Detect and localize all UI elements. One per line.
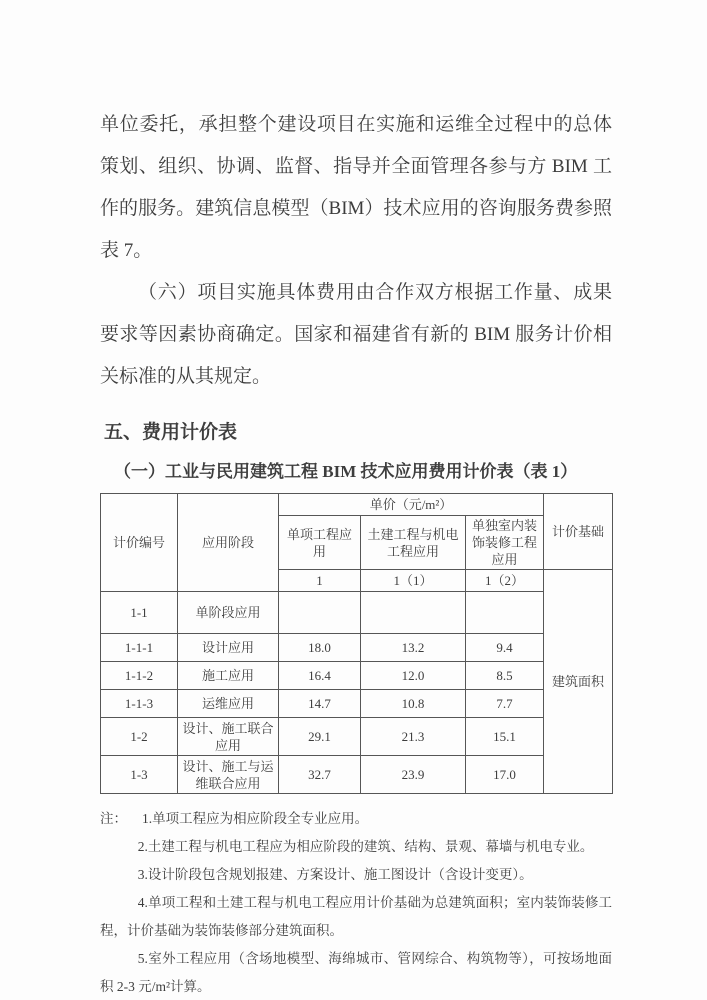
- pricing-basis-value: 建筑面积: [544, 570, 613, 794]
- note-line: 2.土建工程与机电工程应为相应阶段的建筑、结构、景观、幕墙与机电专业。: [137, 839, 594, 854]
- cell-price: 8.5: [466, 662, 544, 690]
- cell-price: [466, 592, 544, 634]
- cell-stage: 运维应用: [178, 690, 279, 718]
- note-line: 3.设计阶段包含规划报建、方案设计、施工图设计（含设计变更）。: [137, 867, 533, 882]
- cell-price: 15.1: [466, 718, 544, 756]
- cell-price: [279, 592, 361, 634]
- table-row: [101, 690, 613, 718]
- cell-stage: 单阶段应用: [178, 592, 279, 634]
- col-subheader-1-1: 1（1）: [361, 570, 466, 592]
- table-title: （一）工业与民用建筑工程 BIM 技术应用费用计价表（表 1）: [114, 462, 578, 481]
- notes-label: 注：: [100, 811, 127, 826]
- note-line: 5.室外工程应用（含场地模型、海绵城市、管网综合、构筑物等），可按场地面积 2-3 元/m²计算。: [100, 951, 612, 994]
- cell-stage: 施工应用: [178, 662, 279, 690]
- cell-price: 10.8: [361, 690, 466, 718]
- cell-price: 7.7: [466, 690, 544, 718]
- cell-price: 9.4: [466, 634, 544, 662]
- cell-price: 17.0: [466, 756, 544, 794]
- cell-price: 13.2: [361, 634, 466, 662]
- cell-id: 1-1-2: [101, 662, 178, 690]
- col-header-application-stage: 应用阶段: [178, 494, 279, 592]
- table-row: [101, 718, 613, 756]
- cell-id: 1-1: [101, 592, 178, 634]
- fee-pricing-table: [100, 493, 613, 794]
- cell-id: 1-1-1: [101, 634, 178, 662]
- col-header-interior-decoration: 单独室内装饰装修工程应用: [466, 516, 544, 570]
- cell-id: 1-2: [101, 718, 178, 756]
- body-paragraph-2: （六）项目实施具体费用由合作双方根据工作量、成果要求等因素协商确定。国家和福建省有新的 BIM 服务计价相关标准的从其规定。: [100, 282, 612, 387]
- table-row: [101, 756, 613, 794]
- cell-id: 1-3: [101, 756, 178, 794]
- col-header-civil-mep: 土建工程与机电工程应用: [361, 516, 466, 570]
- note-line: [100, 805, 612, 833]
- cell-price: 21.3: [361, 718, 466, 756]
- col-header-unit-price-group: 单价（元/m²）: [279, 494, 544, 516]
- note-line: 4.单项工程和土建工程与机电工程应用计价基础为总建筑面积；室内装饰装修工程，计价基础为装饰装修部分建筑面积。: [100, 895, 612, 938]
- cell-stage: 设计、施工联合应用: [178, 718, 279, 756]
- col-subheader-1-2: 1（2）: [466, 570, 544, 592]
- cell-price: 23.9: [361, 756, 466, 794]
- cell-stage: 设计、施工与运维联合应用: [178, 756, 279, 794]
- body-paragraph-1: 单位委托，承担整个建设项目在实施和运维全过程中的总体策划、组织、协调、监督、指导并全面管理各参与方 BIM 工作的服务。建筑信息模型（BIM）技术应用的咨询服务费参照表 7。: [100, 114, 612, 261]
- col-header-pricing-basis: 计价基础: [544, 494, 613, 570]
- table-row: [101, 634, 613, 662]
- section-heading: 五、费用计价表: [104, 422, 238, 443]
- col-subheader-1: 1: [279, 570, 361, 592]
- cell-price: 18.0: [279, 634, 361, 662]
- table-row: [101, 592, 613, 634]
- cell-stage: 设计应用: [178, 634, 279, 662]
- cell-price: 16.4: [279, 662, 361, 690]
- col-header-single-project: 单项工程应用: [279, 516, 361, 570]
- cell-price: 29.1: [279, 718, 361, 756]
- cell-price: 32.7: [279, 756, 361, 794]
- col-header-pricing-number: 计价编号: [101, 494, 178, 592]
- cell-id: 1-1-3: [101, 690, 178, 718]
- note-text: 1.单项工程应为相应阶段全专业应用。: [142, 811, 369, 826]
- table-notes: [100, 805, 612, 1000]
- cell-price: 14.7: [279, 690, 361, 718]
- table-row: [101, 662, 613, 690]
- cell-price: [361, 592, 466, 634]
- cell-price: 12.0: [361, 662, 466, 690]
